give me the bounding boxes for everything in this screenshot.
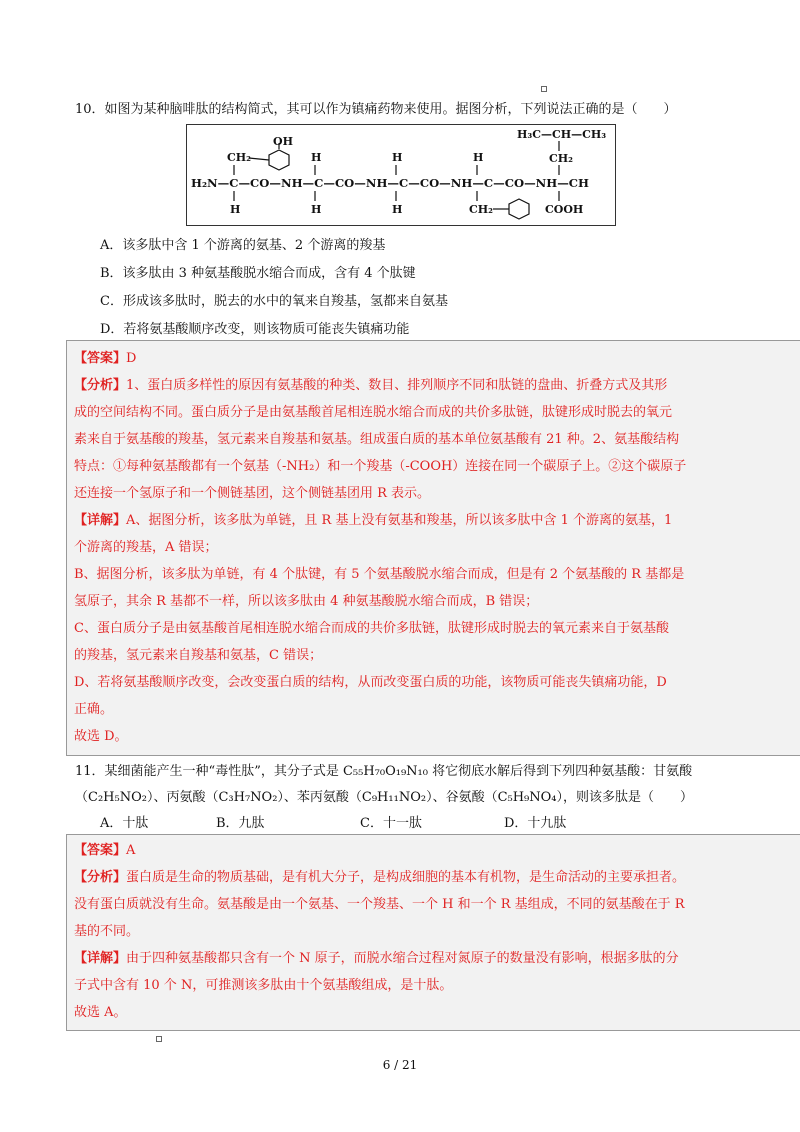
detail-line: 个游离的羧基，A 错误； bbox=[74, 540, 218, 555]
question-11-stem-line1: 11．某细菌能产生一种“毒性肽”，其分子式是 C₅₅H₇₀O₁₉N₁₀ 将它彻底水解后得到下列四种氨基酸：甘氨酸 bbox=[75, 764, 693, 779]
structure-h: H bbox=[392, 151, 403, 164]
answer-value: A bbox=[126, 843, 136, 858]
detail-line: 氢原子，其余 R 基都不一样，所以该多肽由 4 种氨基酸脱水缩合而成，B 错误； bbox=[74, 594, 539, 609]
structure-h: H bbox=[392, 203, 403, 216]
detail-line: 的羧基，氢元素来自羧基和氨基，C 错误； bbox=[74, 648, 323, 663]
detail-tag: 【详解】 bbox=[74, 513, 127, 528]
page-number: 6 / 21 bbox=[382, 1058, 418, 1072]
detail-line: 故选 D。 bbox=[74, 729, 128, 744]
answer-value: D bbox=[126, 351, 137, 366]
analysis-tag: 【分析】 bbox=[74, 870, 127, 885]
structure-main-chain: H₂N—C—CO—NH—C—CO—NH—C—CO—NH—C—CO—NH—CH bbox=[191, 177, 589, 190]
analysis-tag: 【分析】 bbox=[74, 378, 127, 393]
structure-h: H bbox=[311, 203, 322, 216]
analysis-line: 蛋白质是生命的物质基础，是有机大分子，是构成细胞的基本有机物，是生命活动的主要承担者。 bbox=[126, 870, 686, 885]
structure-h: H bbox=[230, 203, 241, 216]
detail-line: 故选 A。 bbox=[74, 1005, 127, 1020]
q11-option-a: A．十肽 bbox=[100, 816, 149, 831]
q10-solution-box bbox=[66, 340, 800, 756]
structure-h: H bbox=[473, 151, 484, 164]
bottom-rule bbox=[66, 1030, 800, 1031]
q11-solution-box bbox=[66, 834, 800, 1031]
q10-option-a: A．该多肽中含 1 个游离的氨基、2 个游离的羧基 bbox=[100, 238, 386, 253]
question-10-stem: 10．如图为某种脑啡肽的结构简式，其可以作为镇痛药物来使用。据图分析，下列说法正确的是（ ） bbox=[75, 102, 677, 117]
detail-line: B、据图分析，该多肽为单链，有 4 个肽键，有 5 个氨基酸脱水缩合而成，但是有 2 个氨基酸的 R 基都是 bbox=[74, 567, 685, 582]
answer-tag: 【答案】 bbox=[74, 843, 127, 858]
q11-option-b: B．九肽 bbox=[216, 816, 265, 831]
analysis-line: 1、蛋白质多样性的原因有氨基酸的种类、数目、排列顺序不同和肽链的盘曲、折叠方式及其形 bbox=[126, 378, 668, 393]
structure-ch2: CH₂ bbox=[469, 203, 493, 216]
analysis-line: 特点：①每种氨基酸都有一个氨基（-NH₂）和一个羧基（-COOH）连接在同一个碳原子上。②这个碳原子 bbox=[74, 459, 687, 474]
anchor-mark bbox=[541, 86, 547, 92]
analysis-line: 没有蛋白质就没有生命。氨基酸是由一个氨基、一个羧基、一个 H 和一个 R 基组成，不同的氨基酸在于 R bbox=[74, 897, 685, 912]
detail-line: 子式中含有 10 个 N，可推测该多肽由十个氨基酸组成，是十肽。 bbox=[74, 978, 453, 993]
analysis-line: 基的不同。 bbox=[74, 924, 140, 939]
anchor-mark bbox=[156, 1036, 162, 1042]
answer-tag: 【答案】 bbox=[74, 351, 127, 366]
analysis-line: 成的空间结构不同。蛋白质分子是由氨基酸首尾相连脱水缩合而成的共价多肽链，肽键形成时脱去的氧元 bbox=[74, 405, 673, 420]
enkephalin-structure-diagram bbox=[186, 124, 616, 226]
q10-option-b: B．该多肽由 3 种氨基酸脱水缩合而成，含有 4 个肽键 bbox=[100, 266, 416, 281]
q10-option-c: C．形成该多肽时，脱去的水中的氧来自羧基，氢都来自氨基 bbox=[100, 294, 448, 309]
detail-line: D、若将氨基酸顺序改变，会改变蛋白质的结构，从而改变蛋白质的功能，该物质可能丧失镇痛功能，D bbox=[74, 675, 667, 690]
structure-ch2: CH₂ bbox=[549, 152, 573, 165]
q10-option-d: D．若将氨基酸顺序改变，则该物质可能丧失镇痛功能 bbox=[100, 322, 410, 337]
structure-top-group: H₃C—CH—CH₃ bbox=[517, 128, 607, 141]
q11-option-c: C．十一肽 bbox=[360, 816, 422, 831]
detail-line: 由于四种氨基酸都只含有一个 N 原子，而脱水缩合过程对氮原子的数量没有影响，根据多肽的分 bbox=[126, 951, 679, 966]
structure-oh: OH bbox=[273, 135, 293, 148]
analysis-line: 素来自于氨基酸的羧基，氢元素来自羧基和氨基。组成蛋白质的基本单位氨基酸有 21 种。2、氨基酸结构 bbox=[74, 432, 680, 447]
structure-cooh: COOH bbox=[545, 203, 584, 216]
detail-tag: 【详解】 bbox=[74, 951, 127, 966]
structure-ch2: CH₂ bbox=[227, 151, 251, 164]
q11-option-d: D．十九肽 bbox=[504, 816, 567, 831]
detail-line: 正确。 bbox=[74, 702, 114, 717]
detail-line: A、据图分析，该多肽为单链，且 R 基上没有氨基和羧基，所以该多肽中含 1 个游离的氨基，1 bbox=[126, 513, 673, 528]
structure-h: H bbox=[311, 151, 322, 164]
analysis-line: 还连接一个氢原子和一个侧链基团，这个侧链基团用 R 表示。 bbox=[74, 486, 431, 501]
question-11-stem-line2: （C₂H₅NO₂）、丙氨酸（C₃H₇NO₂）、苯丙氨酸（C₉H₁₁NO₂）、谷氨酸（C₅H₉NO₄），则该多肽是（ ） bbox=[75, 790, 694, 805]
detail-line: C、蛋白质分子是由氨基酸首尾相连脱水缩合而成的共价多肽链，肽键形成时脱去的氧元素来自于氨基酸 bbox=[74, 621, 669, 636]
